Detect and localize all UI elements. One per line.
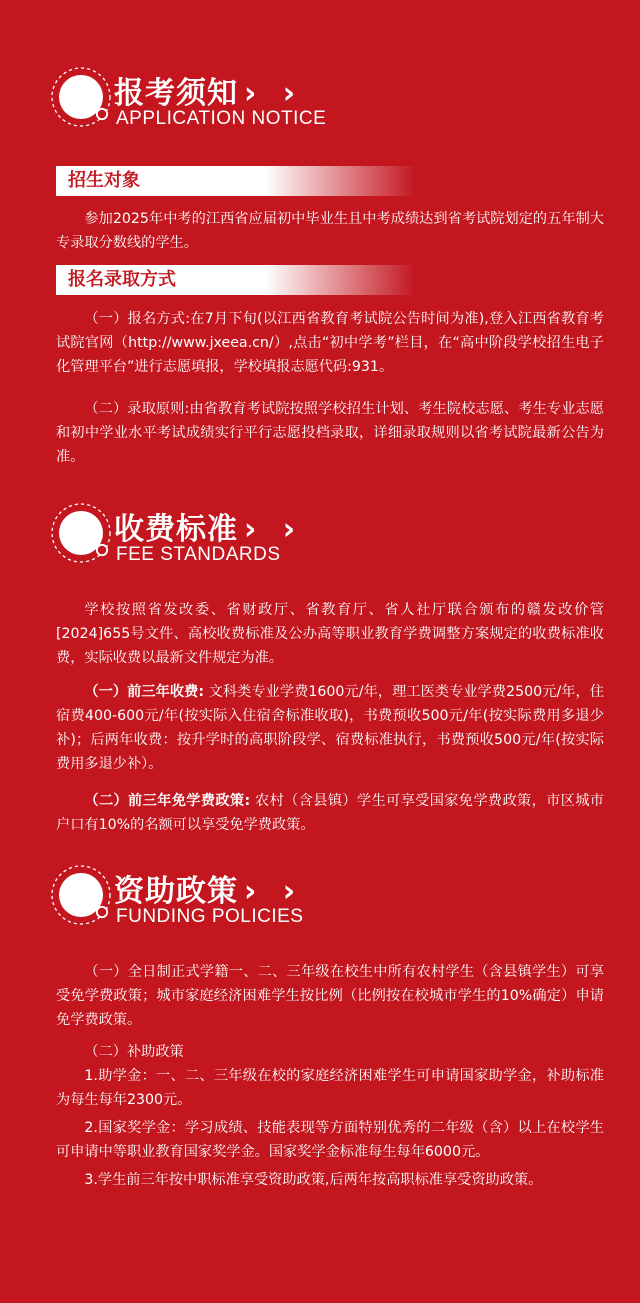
section-header-funding (48, 862, 608, 942)
section-subtitle: FEE STANDARDS (116, 544, 281, 565)
fee-item2-label: （二）前三年免学费政策: (84, 793, 251, 809)
chevron-right-icon: › › (244, 76, 304, 111)
circle-badge-icon (48, 500, 114, 566)
section-title: 报考须知 › › (114, 76, 304, 111)
section-title: 收费标准 › › (114, 512, 304, 547)
subsection-label-enrollment-target: 招生对象 (56, 166, 416, 196)
section-header-fee (48, 500, 608, 580)
fee-item1-text: 文科类专业学费1600元/年，理工医类专业学费2500元/年，住宿费400-600元/年(按实际入住宿舍标准收取)，书费预收500元/年(按实际费用多退少补)；后两年收费：按升学时的高职阶段学、宿费标准执行，书费预收500元/年(按实际费用多退少补）。 (56, 684, 604, 772)
section-subtitle: APPLICATION NOTICE (116, 108, 327, 129)
circle-badge-icon (48, 862, 114, 928)
chevron-right-icon: › › (244, 874, 304, 909)
paragraph-funding-tuition-exemption: （一）全日制正式学籍一、二、三年级在校生中所有农村学生（含县镇学生）可享受免学费政策；城市家庭经济困难学生按比例（比例按在校城市学生的10%确定）申请免学费政策。 (56, 964, 604, 1028)
subsection-label-registration: 报名录取方式 (56, 265, 416, 295)
paragraph-admission-principle: （二）录取原则:由省教育考试院按照学校招生计划、考生院校志愿、考生专业志愿和初中学业水平考试成绩实行平行志愿投档录取，详细录取规则以省考试院最新公告为准。 (56, 401, 604, 465)
paragraph-fee-exemption (56, 789, 604, 837)
paragraph-registration-method: （一）报名方式:在7月下旬(以江西省教育考试院公告时间为准),登入江西省教育考试院官网（http://www.jxeea.cn/）,点击“初中学考”栏目，在“高中阶段学校招生电子化管理平台”进行志愿填报，学校填报志愿代码:931。 (56, 311, 604, 375)
circle-badge-icon (48, 64, 114, 130)
section-subtitle: FUNDING POLICIES (116, 906, 304, 927)
paragraph-fee-intro: 学校按照省发改委、省财政厅、省教育厅、省人社厅联合颁布的赣发改价管[2024]655号文件、高校收费标准及公办高等职业教育学费调整方案规定的收费标准收费，实际收费以最新文件规定为准。 (56, 602, 604, 666)
paragraph-fee-first-three-years (56, 680, 604, 776)
paragraph-funding-grant: 1.助学金：一、二、三年级在校的家庭经济困难学生可申请国家助学金，补助标准为每生每年2300元。 (56, 1068, 604, 1108)
paragraph-funding-later-years: 3.学生前三年按中职标准享受资助政策,后两年按高职标准享受资助政策。 (84, 1172, 543, 1188)
fee-item1-label: （一）前三年收费: (84, 684, 205, 700)
paragraph-funding-scholarship: 2.国家奖学金：学习成绩、技能表现等方面特别优秀的二年级（含）以上在校学生可申请中等职业教育国家奖学金。国家奖学金标准每生每年6000元。 (56, 1120, 604, 1160)
paragraph-funding-subsidy-heading: （二）补助政策 (84, 1044, 184, 1060)
section-title: 资助政策 › › (114, 874, 304, 909)
paragraph-enrollment-target: 参加2025年中考的江西省应届初中毕业生且中考成绩达到省考试院划定的五年制大专录取分数线的学生。 (56, 211, 604, 251)
fee-item2-text: 农村（含县镇）学生可享受国家免学费政策，市区城市户口有10%的名额可以享受免学费政策。 (56, 793, 604, 833)
section-header-application (48, 64, 608, 144)
chevron-right-icon: › › (244, 512, 304, 547)
